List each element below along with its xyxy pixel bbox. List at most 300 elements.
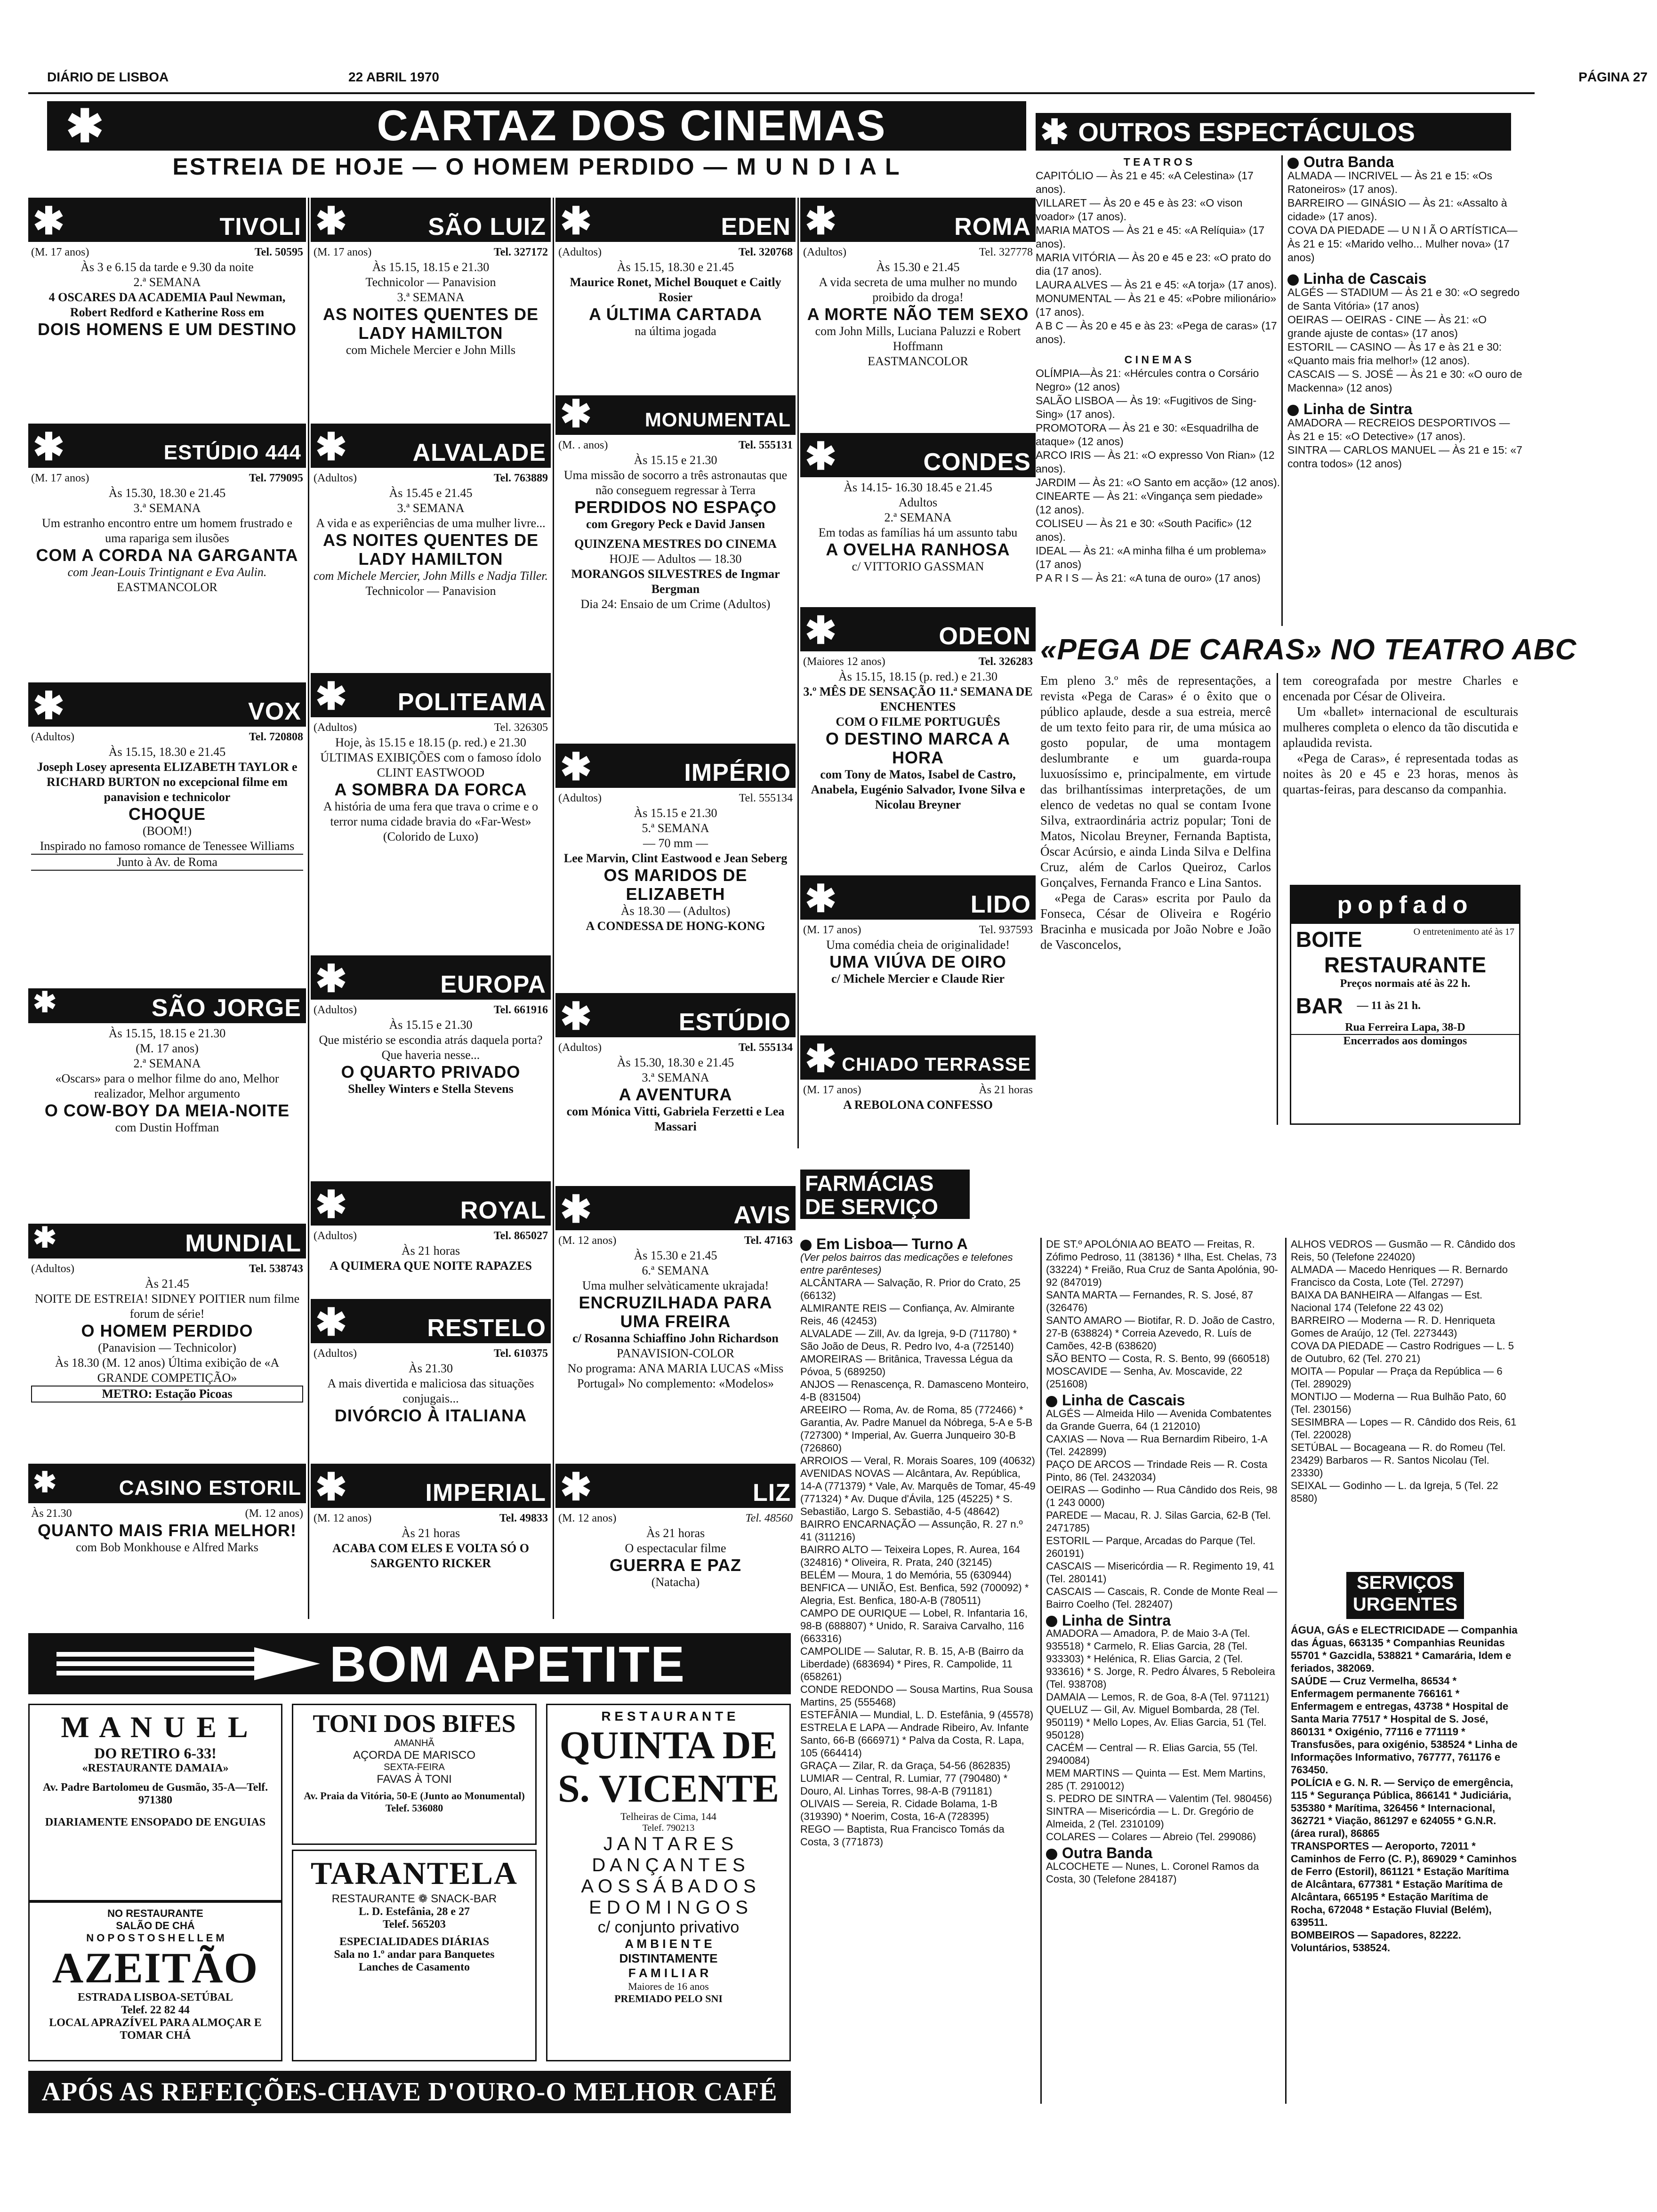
description: Uma mulher selvàticamente ukrajada! — [582, 1279, 769, 1292]
cartaz-subtitle: ESTREIA DE HOJE — O HOMEM PERDIDO — M U N D I A L — [172, 153, 901, 180]
cinema-name: RESTELO — [427, 1314, 546, 1342]
ad-line: «RESTAURANTE DAMAIA» — [82, 1762, 229, 1774]
film-title: O QUARTO PRIVADO — [341, 1062, 521, 1082]
cartaz-title: CARTAZ DOS CINEMAS — [377, 102, 886, 150]
location: Junto à Av. de Roma — [31, 854, 303, 871]
week: 3.ª SEMANA — [397, 290, 465, 304]
cinema-name: EDEN — [721, 213, 791, 240]
list-item: POLÍCIA e G. N. R. — Serviço de emergência, 115 * Segurança Pública, 866141 * Judiciária, 535380 * Marítima, 326456 * Internacional, 362721 * Viação, 861297 e 624055 * G.N.R. (área rural), 86865 — [1291, 1777, 1513, 1839]
newspaper-name: DIÁRIO DE LISBOA — [47, 70, 169, 84]
bullet-icon — [800, 1240, 812, 1251]
ad-line: E D O M I N G O S — [589, 1897, 748, 1918]
list-item: CONDE REDONDO — Sousa Martins, Rua Sousa Martins, 25 (555468) — [800, 1683, 1033, 1708]
cinemas-title: C I N E M A S — [1124, 353, 1192, 366]
list-item: SETÚBAL — Bocageana — R. do Romeu (Tel. 23429) Barbaros — R. Santos Nicolau (Tel. 23330) — [1291, 1442, 1506, 1479]
extra: Às 18.30 — (Adultos) — [620, 904, 731, 918]
phone: Tel. 47163 — [744, 1234, 793, 1247]
list-item: PAÇO DE ARCOS — Trindade Reis — R. Costa Pinto, 86 (Tel. 2432034) — [1046, 1458, 1268, 1483]
ad-name: TONI DOS BIFES — [313, 1709, 516, 1738]
film-title-2: A CONDESSA DE HONG-KONG — [586, 919, 765, 933]
age-rating: (M. 17 anos) — [314, 246, 372, 258]
age-rating: (M. 12 anos) — [245, 1507, 303, 1520]
description: Uma comédia cheia de originalidade! — [826, 938, 1010, 952]
cinema-restelo — [311, 1299, 551, 1468]
bullet-icon — [1046, 1616, 1057, 1627]
article-text: tem coreografada por mestre Charles e encenada por César de Oliveira. — [1283, 673, 1518, 703]
teatro-item: A B C — Às 20 e 45 e às 23: «Pega de caras» (17 anos). — [1036, 320, 1277, 345]
column-rule — [1281, 155, 1283, 626]
list-item: MOSCAVIDE — Senha, Av. Moscavide, 22 (251608) — [1046, 1365, 1242, 1390]
ad-line: L. D. Estefânia, 28 e 27 — [359, 1906, 470, 1918]
ad-line: A M B I E N T E — [625, 1937, 712, 1951]
cinema-mundial — [28, 1224, 306, 1450]
description: Uma missão de socorro a três astronautas que não conseguem regressar à Terra — [563, 468, 788, 497]
list-item: PAREDE — Macau, R. J. Silas Garcia, 62-B (Tel. 2471785) — [1046, 1509, 1271, 1534]
list-item: ALMADA — INCRIVEL — Às 21 e 15: «Os Ratoneiros» (17 anos). — [1287, 169, 1493, 195]
cinema-name: IMPERIAL — [425, 1479, 546, 1507]
process: Technicolor — Panavision — [365, 584, 496, 598]
phone: Tel. 50595 — [254, 246, 303, 258]
film-title: PERDIDOS NO ESPAÇO — [574, 497, 777, 517]
teatro-item: MARIA MATOS — Às 21 e 45: «A Relíquia» (17 anos). — [1036, 224, 1265, 250]
section-title: Linha de Cascais — [1303, 270, 1427, 287]
showtimes: Às 21.30 — [31, 1507, 72, 1520]
list-item: CAMPO DE OURIQUE — Lobel, R. Infantaria 16, 98-B (688807) * Unido, R. Saraiva Carvalho, 116 (663316) — [800, 1607, 1028, 1644]
section-title: Outra Banda — [1062, 1844, 1153, 1862]
list-item: ALVALADE — Zill, Av. da Igreja, 9-D (711780) * São João de Deus, R. Pedro Ivo, 4-a (725140) — [800, 1327, 1017, 1352]
description: NOITE DE ESTREIA! SIDNEY POITIER num filme forum de série! — [34, 1292, 300, 1321]
week: 5.ª SEMANA — [642, 821, 709, 835]
description: Em todas as famílias há um assunto tabu — [818, 526, 1018, 539]
phone: Tel. 937593 — [979, 924, 1033, 936]
list-item: DAMAIA — Lemos, R. de Goa, 8-A (Tel. 971121) — [1046, 1691, 1270, 1703]
film-title: A AVENTURA — [619, 1085, 732, 1104]
list-item: BAIRRO ALTO — Teixeira Lopes, R. Aurea, 164 (324816) * Oliveira, R. Prata, 240 (32145) — [800, 1543, 1021, 1568]
asterisk-icon: ✱ — [560, 1188, 592, 1230]
list-item: OEIRAS — OEIRAS - CINE — Às 21: «O grande ajuste de contas» (17 anos) — [1287, 313, 1487, 339]
asterisk-icon: ✱ — [560, 1466, 592, 1508]
asterisk-icon: ✱ — [805, 609, 837, 651]
cinema-name: ESTÚDIO 444 — [163, 441, 301, 464]
process: EASTMANCOLOR — [117, 580, 217, 594]
ad-name: M A N U E L — [61, 1710, 250, 1744]
asterisk-icon: ✱ — [315, 1184, 347, 1226]
popfado-ad — [1290, 885, 1520, 1125]
phone: Tel. 48560 — [745, 1512, 793, 1524]
list-item: GRAÇA — Zilar, R. da Graça, 54-56 (862835) — [800, 1759, 1011, 1771]
showtimes: Às 3 e 6.15 da tarde e 9.30 da noite — [80, 260, 254, 274]
asterisk-icon: ✱ — [33, 1224, 57, 1253]
age-rating: (M. 17 anos) — [803, 1084, 861, 1096]
week: 6.ª SEMANA — [642, 1264, 709, 1277]
film-title: A SOMBRA DA FORCA — [334, 780, 527, 799]
film-title: A MORTE NÃO TEM SEXO — [807, 305, 1029, 324]
ad-name: QUINTA DE S. VICENTE — [558, 1723, 779, 1811]
age-rating: (Adultos) — [314, 721, 357, 734]
list-item: OEIRAS — Godinho — Rua Cândido dos Reis, 98 (1 243 0000) — [1046, 1483, 1278, 1508]
showtimes: Às 15.15 e 21.30 — [634, 453, 717, 467]
cinema-estudio444 — [28, 424, 306, 682]
teatros-title: T E A T R O S — [1123, 156, 1193, 168]
today: HOJE — Adultos — 18.30 — [609, 552, 742, 566]
list-item: ALHOS VEDROS — Gusmão — R. Cândido dos Reis, 50 (Telefone 224020) — [1291, 1238, 1515, 1263]
cast: com Tony de Matos, Isabel de Castro, Anabela, Eugénio Salvador, Ivone Silva e Nicolau Breyner — [811, 768, 1025, 811]
asterisk-icon: ✱ — [560, 395, 592, 435]
cinema-name: LIDO — [970, 891, 1031, 918]
extra: QUINZENA MESTRES DO CINEMA — [574, 537, 777, 551]
process: EASTMANCOLOR — [868, 354, 968, 368]
asterisk-icon: ✱ — [33, 426, 65, 468]
ad-line: Telef. 22 82 44 — [121, 2004, 190, 2016]
ad-line: NO RESTAURANTE — [107, 1907, 203, 1919]
asterisk-icon: ✱ — [315, 200, 347, 242]
phone: Tel. 326283 — [978, 656, 1033, 668]
description: A vida secreta de uma mulher no mundo proibido da droga! — [819, 275, 1017, 304]
film-title: COM A CORDA NA GARGANTA — [36, 545, 298, 565]
age-rating: (Adultos) — [558, 792, 602, 804]
cinema-royal — [311, 1181, 551, 1299]
page-number: PÁGINA 27 — [1578, 70, 1648, 84]
film-title: CHOQUE — [128, 804, 206, 824]
list-item: SEIXAL — Godinho — L. da Igreja, 5 (Tel. 22 8580) — [1291, 1480, 1498, 1504]
list-item: SAÚDE — Cruz Vermelha, 86534 * Enfermagem permanente 766161 * Enfermagem e entregas, 43738 * Hospital de Santa Maria 77517 * Hospital de S. José, 860131 * Oxigénio, 77116 e 771119 * Transfusões, para oxigénio, 538524 * Linha de Informações Informativo, 767777, 761176 e 763450. — [1291, 1675, 1518, 1776]
film-title: AS NOITES QUENTES DE LADY HAMILTON — [322, 530, 539, 569]
list-item: S. PEDRO DE SINTRA — Valentim (Tel. 980456) — [1046, 1793, 1272, 1805]
note: O entretenimento até às 17 — [1413, 927, 1514, 937]
asterisk-icon: ✱ — [33, 685, 65, 727]
farmacias-col3 — [1291, 1238, 1521, 1567]
cast: com Jean-Louis Trintignant e Eva Aulin. — [67, 565, 267, 579]
asterisk-icon: ✱ — [560, 746, 592, 788]
ad-line: c/ conjunto privativo — [597, 1918, 740, 1936]
film-title: OS MARIDOS DE ELIZABETH — [603, 866, 748, 904]
list-item: ALCOCHETE — Nunes, L. Coronel Ramos da Costa, 30 (Telefone 284187) — [1046, 1860, 1259, 1885]
list-item: CAMPOLIDE — Salutar, R. B. 15, A-B (Bairro da Liberdade) (683694) * Pires, R. Campolide, 11 (658261) — [800, 1645, 1024, 1683]
film-title: AS NOITES QUENTES DE LADY HAMILTON — [322, 305, 539, 343]
cast: c/ Michele Mercier e Claude Rier — [831, 972, 1005, 986]
ad-line: F A M I L I A R — [628, 1966, 709, 1980]
teatros-list — [1036, 169, 1280, 346]
cast: com Michele Mercier, John Mills e Nadja Tiller. — [314, 569, 548, 583]
list-item: ALMADA — Macedo Henriques — R. Bernardo Francisco da Costa, Lote (Tel. 27297) — [1291, 1264, 1508, 1288]
list-item: AMADORA — RECREIOS DESPORTIVOS — Às 21 e 15: «O Detective» (17 anos). — [1287, 417, 1510, 442]
servicos-list — [1291, 1624, 1521, 2104]
article-title: «PEGA DE CARAS» NO TEATRO ABC — [1040, 633, 1577, 666]
age-rating: (M. 12 anos) — [314, 1512, 372, 1524]
chave-douro-banner: APÓS AS REFEIÇÕES-CHAVE D'OURO-O MELHOR CAFÉ — [28, 2071, 791, 2113]
cinema-item: ARCO IRIS — Às 21: «O expresso Von Rian» (12 anos). — [1036, 449, 1275, 475]
list-item: CAXIAS — Nova — Rua Bernardim Ribeiro, 1-A (Tel. 242899) — [1046, 1433, 1267, 1458]
cinema-name: POLITEAMA — [397, 689, 546, 716]
age-rating: Adultos — [898, 496, 938, 509]
ad-line: N O P O S T O S H E L L E M — [86, 1932, 225, 1944]
cinema-monumental — [555, 395, 796, 767]
list-item: SÃO BENTO — Costa, R. S. Bento, 99 (660518) — [1046, 1353, 1270, 1364]
today-film: MORANGOS SILVESTRES de Ingmar Bergman — [571, 567, 780, 596]
asterisk-icon: ✱ — [66, 101, 104, 152]
article-column-1 — [1040, 673, 1271, 1144]
film-subtitle: (BOOM!) — [143, 824, 192, 838]
age-rating: (M. 12 anos) — [558, 1512, 617, 1524]
cinema-condes — [800, 433, 1036, 617]
asterisk-icon: ✱ — [805, 435, 837, 477]
age-rating: (Adultos) — [314, 1347, 357, 1360]
cinema-name: SÃO LUIZ — [428, 213, 546, 240]
week: 3.ª SEMANA — [397, 501, 465, 515]
showtimes: Às 15.15, 18.30 e 21.45 — [617, 260, 734, 274]
description: Lee Marvin, Clint Eastwood e Jean Seberg — [563, 851, 788, 865]
cinema-item: P A R I S — Às 21: «A tuna de ouro» (17 anos) — [1036, 572, 1261, 584]
list-item: ESTRELA E LAPA — Andrade Ribeiro, Av. Infante Santo, 66-B (666971) * Palva da Costa, R. Lapa, 105 (664414) — [800, 1721, 1029, 1759]
phone: Tel. 779095 — [249, 472, 303, 484]
description: O espectacular filme — [625, 1541, 726, 1555]
week: 2.ª SEMANA — [133, 1057, 201, 1070]
cinema-name: MONUMENTAL — [644, 409, 791, 431]
cinema-name: CONDES — [923, 449, 1031, 476]
issue-date: 22 ABRIL 1970 — [348, 70, 439, 84]
cinema-name: ODEON — [939, 623, 1031, 650]
list-item: LUMIAR — Central, R. Lumiar, 77 (790480) * Douro, Al. Linhas Torres, 98-A-B (791181) — [800, 1772, 1008, 1797]
showtimes: Hoje, às 15.15 e 18.15 (p. red.) e 21.30 — [335, 736, 526, 749]
ad-name: TARANTELA — [311, 1855, 518, 1891]
cinema-name: MUNDIAL — [185, 1230, 301, 1257]
restaurante-label: RESTAURANTE — [1324, 953, 1487, 977]
film-title: DIVÓRCIO À ITALIANA — [334, 1406, 527, 1425]
film-title: UMA VIÚVA DE OIRO — [829, 952, 1006, 971]
cinema-name: VOX — [248, 698, 301, 725]
list-item: ANJOS — Renascença, R. Damasceno Monteiro, 4-B (831504) — [800, 1378, 1029, 1403]
phone: Tel. 327172 — [493, 246, 548, 258]
phone: Tel. 555134 — [738, 1042, 793, 1054]
showtimes: Às 15.15 e 21.30 — [634, 806, 717, 820]
teatro-item: LAURA ALVES — Às 21 e 45: «A torja» (17 anos). — [1036, 279, 1277, 291]
showtimes: Às 15.30, 18.30 e 21.45 — [617, 1056, 734, 1069]
showtimes: Às 15.45 e 21.45 — [389, 486, 473, 500]
column-rule — [1040, 1238, 1042, 2104]
age-rating: (M. 12 anos) — [558, 1234, 617, 1247]
ad-line: ESTRADA LISBOA-SETÚBAL — [77, 1991, 233, 2004]
ad-line: Maiores de 16 anos — [628, 1980, 709, 1992]
ad-line: A O S S Á B A D O S — [581, 1876, 756, 1897]
cinema-name: IMPÉRIO — [684, 759, 791, 786]
phone: Tel. 720808 — [249, 731, 303, 743]
asterisk-icon: ✱ — [33, 988, 57, 1018]
bar-hours: — 11 às 21 h. — [1357, 1000, 1421, 1012]
cinema-europa — [311, 955, 551, 1181]
teatros-section — [1036, 155, 1280, 626]
cinema-odeon — [800, 607, 1036, 875]
ad-line: Lanches de Casamento — [358, 1961, 470, 1973]
cinema-saoluiz — [311, 198, 551, 424]
age-rating: (M. 17 anos) — [803, 924, 861, 936]
asterisk-icon: ✱ — [560, 995, 592, 1037]
phone: Tel. 327778 — [979, 246, 1033, 258]
age-rating: (Adultos) — [31, 731, 74, 743]
ad-line: Telef. 536080 — [385, 1802, 443, 1814]
asterisk-icon: ✱ — [315, 958, 347, 1000]
age-rating: (Adultos) — [314, 472, 357, 484]
ad-line: SEXTA-FEIRA — [384, 1762, 445, 1772]
cinema-name: CHIADO TERRASSE — [842, 1054, 1031, 1075]
farmacias-col2 — [1046, 1238, 1281, 2104]
age-rating: (Adultos) — [314, 1004, 357, 1016]
ad-name: AZEITÃO — [52, 1944, 259, 1992]
list-item: ARROIOS — Veral, R. Morais Soares, 109 (40632) — [800, 1454, 1035, 1467]
ad-line: ESPECIALIDADES DIÁRIAS — [339, 1936, 490, 1948]
showtimes: Às 21 horas — [401, 1244, 460, 1258]
bullet-icon — [1287, 274, 1299, 286]
closed-note: Encerrados aos domingos — [1343, 1035, 1467, 1047]
asterisk-icon: ✱ — [805, 878, 837, 920]
list-item: CACÉM — Central — R. Elias Garcia, 55 (Tel. 2940084) — [1046, 1742, 1258, 1767]
farmacias-lisboa — [800, 1238, 1036, 2104]
list-item: ALCÂNTARA — Salvação, R. Prior do Crato, 25 (66132) — [800, 1276, 1021, 1301]
column-rule — [1277, 673, 1278, 1125]
description: 4 OSCARES DA ACADEMIA Paul Newman, Robert Redford e Katherine Ross em — [48, 290, 286, 319]
phone: Tel. 538743 — [249, 1263, 303, 1275]
page-header — [28, 70, 1648, 93]
cinema-name: LIZ — [753, 1479, 791, 1507]
film-title: ENCRUZILHADA PARA UMA FREIRA — [579, 1293, 772, 1331]
bullet-icon — [1046, 1849, 1057, 1860]
ad-line: DISTINTAMENTE — [619, 1951, 718, 1965]
process: Technicolor — Panavision — [365, 275, 496, 289]
list-item: SANTO AMARO — Biotifar, R. D. João de Castro, 27-B (638824) * Correia Azevedo, R. Luís de Camões, 42-B (638620) — [1046, 1314, 1275, 1352]
cinema-name: ALVALADE — [412, 439, 546, 466]
cinema-name: EUROPA — [440, 971, 546, 998]
bullet-icon — [1046, 1396, 1057, 1407]
list-item: REGO — Baptista, Rua Francisco Tomás da Costa, 3 (771873) — [800, 1823, 1005, 1848]
showtimes: Às 15.15, 18.15 (p. red.) e 21.30 — [838, 670, 997, 683]
list-item: BAIXA DA BANHEIRA — Alfangas — Est. Nacional 174 (Telefone 22 43 02) — [1291, 1289, 1483, 1314]
bom-apetite-banner — [28, 1633, 791, 1694]
age-rating: (Adultos) — [558, 1042, 602, 1054]
tarantela-ad — [292, 1850, 537, 2061]
prices: Preços normais até às 22 h. — [1340, 978, 1471, 990]
note: No programa: ANA MARIA LUCAS «Miss Portugal» No complemento: «Modelos» — [567, 1362, 784, 1390]
age-rating: (M. 17 anos) — [136, 1042, 199, 1055]
film-title: QUANTO MAIS FRIA MELHOR! — [38, 1521, 297, 1540]
cast: com Gregory Peck e David Jansen — [586, 517, 765, 531]
cinema-item: IDEAL — Às 21: «A minha filha é um problema» (17 anos) — [1036, 545, 1267, 570]
list-item: SINTRA — CARLOS MANUEL — Às 21 e 15: «7 contra todos» (12 anos) — [1287, 444, 1522, 470]
cinema-avis — [555, 1186, 796, 1454]
outros-banner — [1036, 113, 1511, 151]
film-title: A ÚLTIMA CARTADA — [589, 305, 762, 324]
film-title: DOIS HOMENS E UM DESTINO — [37, 320, 297, 339]
cinema-item: JARDIM — Às 21: «O Santo em acção» (12 anos). — [1036, 476, 1280, 489]
list-item: DE ST.º APOLÓNIA AO BEATO — Freitas, R. Zófimo Pedroso, 11 (38136) * Ilha, Est. Chelas, 73 (33224) * Freião, Rua Cruz de Santa Apolónia, 90-92 (847019) — [1046, 1238, 1278, 1288]
phone: Tel. 661916 — [493, 1004, 548, 1016]
ad-line: D A N Ç A N T E S — [592, 1855, 745, 1875]
cast: com Dustin Hoffman — [115, 1121, 219, 1134]
cinema-name: ROMA — [954, 213, 1031, 240]
showtimes: Às 15.15, 18.30 e 21.45 — [108, 745, 226, 759]
article-text: Em pleno 3.º mês de representações, a revista «Pega de Caras» é o êxito que o público aplaude, desde a sua estreia, mercê de um texto feito para rir, de uma música ao gosto popular, de uma montagem deslumbrante e um guarda-roupa luxuosíssimo e, principalmente, em virtude das brilhantíssimas interpretações, de um elenco de vedetas no qual se contam Ivone Silva, extraordinária actriz popular; Toni de Matos, Nicolau Breyner, Fernanda Baptista, Óscar Acúrsio, e ainda Linda Silva e Delfina Cruz, além de Carlos Queiroz, Carlos Gonçalves, Fernanda Franco e Lina Santos. — [1040, 673, 1271, 890]
age-rating: (Adultos) — [803, 246, 846, 258]
list-item: CASCAIS — Cascais, R. Conde de Monte Real — Bairro Coelho (Tel. 282407) — [1046, 1585, 1278, 1610]
list-item: BOMBEIROS — Sapadores, 82222. Voluntários, 538524. — [1291, 1929, 1461, 1954]
list-item: COVA DA PIEDADE — U N I Ã O ARTÍSTICA—Às 21 e 15: «Marido velho... Mulher nova» (17 anos) — [1287, 224, 1518, 264]
age-rating: (Adultos) — [314, 1230, 357, 1242]
list-item: ALGÉS — Almeida Hilo — Avenida Combatentes da Grande Guerra, 64 (1 212010) — [1046, 1407, 1271, 1432]
cinema-item: COLISEU — Às 21 e 30: «South Pacific» (12 anos). — [1036, 517, 1252, 543]
cinema-item: PROMOTORA — Às 21 e 30: «Esquadrilha de ataque» (12 anos) — [1036, 422, 1259, 448]
list-item: BAIRRO ENCARNAÇÃO — Assunção, R. 27 n.º 41 (311216) — [800, 1518, 1023, 1543]
age-rating: (Adultos) — [31, 1263, 74, 1275]
ad-line: Telef. 565203 — [383, 1918, 446, 1931]
cast: Shelley Winters e Stella Stevens — [348, 1082, 514, 1096]
showtimes: Às 15.15, 18.15 e 21.30 — [108, 1026, 226, 1040]
film-title: A QUIMERA QUE NOITE RAPAZES — [329, 1259, 532, 1273]
list-item: CASCAIS — Misericórdia — R. Regimento 19, 41 (Tel. 280141) — [1046, 1560, 1275, 1585]
cinema-item: SALÃO LISBOA — Às 19: «Fugitivos de Sing-Sing» (17 anos). — [1036, 394, 1257, 420]
process: (Panavision — Technicolor) — [98, 1341, 236, 1354]
list-item: SESIMBRA — Lopes — R. Cândido dos Reis, 61 (Tel. 220028) — [1291, 1416, 1517, 1441]
ad-line: FAVAS À TONI — [377, 1773, 452, 1786]
list-item: ALMIRANTE REIS — Confiança, Av. Almirante Reis, 46 (42453) — [800, 1302, 1015, 1327]
age-rating: (M. . anos) — [558, 439, 608, 451]
address: Rua Ferreira Lapa, 38-D — [1291, 1021, 1519, 1035]
cinema-lido — [800, 875, 1036, 1040]
servicos-title: SERVIÇOS URGENTES — [1346, 1572, 1464, 1619]
asterisk-icon: ✱ — [315, 675, 347, 717]
phone: Tel. 555134 — [739, 792, 793, 804]
ad-line: LOCAL APRAZÍVEL PARA ALMOÇAR E TOMAR CHÁ — [49, 2017, 262, 2042]
list-item: ESTORIL — Parque, Arcadas do Parque (Tel. 260191) — [1046, 1534, 1256, 1559]
asterisk-icon: ✱ — [33, 200, 65, 242]
film-title: O DESTINO MARCA A HORA — [825, 729, 1011, 767]
ad-line: Av. Padre Bartolomeu de Gusmão, 35-A—Telf. 971380 — [42, 1781, 268, 1806]
list-item: MEM MARTINS — Quinta — Est. Mem Martins, 285 (T. 2910012) — [1046, 1767, 1266, 1792]
phone: Tel. 326305 — [494, 721, 548, 734]
ad-line: Telheiras de Cima, 144 — [620, 1811, 716, 1822]
column-rule — [797, 198, 799, 1148]
ad-line: AMANHÃ — [394, 1738, 434, 1748]
list-item: COVA DA PIEDADE — Castro Rodrigues — L. 5 de Outubro, 62 (Tel. 270 21) — [1291, 1340, 1514, 1364]
ad-line: Av. Praia da Vitória, 50-E (Junto ao Monumental) — [304, 1790, 525, 1802]
showtimes: Às 15.30 e 21.45 — [876, 260, 960, 274]
week: 3.ª SEMANA — [642, 1071, 709, 1084]
upcoming: Dia 24: Ensaio de um Crime (Adultos) — [580, 597, 771, 611]
article-text: Um «ballet» internacional de esculturais mulheres completa o elenco da tão discutida e aplaudida revista. — [1283, 705, 1518, 750]
cartaz-banner — [47, 101, 1026, 151]
showtimes: Às 21 horas — [646, 1526, 705, 1540]
list-item: CASCAIS — S. JOSÉ — Às 21 e 30: «O ouro de Mackenna» (12 anos) — [1287, 368, 1522, 394]
manuel-ad — [28, 1704, 282, 1901]
week: 3.ª SEMANA — [133, 501, 201, 515]
list-item: MONTIJO — Moderna — Rua Bulhão Pato, 60 (Tel. 230156) — [1291, 1391, 1506, 1415]
week: 3.º MÊS DE SENSAÇÃO 11.ª SEMANA DE ENCHENTES — [803, 685, 1033, 713]
showtimes: Às 15.15 e 21.30 — [389, 1018, 473, 1032]
list-item: AVENIDAS NOVAS — Alcântara, Av. República, 14-A (771379) * Vale, Av. Marquês de Tomar, 45-49 (771324) * Av. Duque d'Ávila, 125 (45225) * S. Sebastião, Largo S. Sebastião, 4-5 (48642) — [800, 1467, 1036, 1517]
showtimes: Às 21.30 — [409, 1362, 453, 1375]
cinema-name: SÃO JORGE — [151, 994, 301, 1022]
film-subtitle: (Natacha) — [651, 1575, 700, 1589]
toni-ad — [292, 1704, 537, 1845]
film-title: O COW-BOY DA MEIA-NOITE — [44, 1101, 290, 1120]
phone: Tel. 555131 — [738, 439, 793, 451]
teatro-item: MARIA VITÓRIA — Às 20 e 45 e 23: «O prato do dia (17 anos). — [1036, 251, 1271, 277]
film-title: ACABA COM ELES E VOLTA SÓ O SARGENTO RICKER — [332, 1541, 529, 1570]
cinema-name: AVIS — [733, 1202, 791, 1229]
article-text: «Pega de Caras» escrita por Paulo da Fonseca, César de Oliveira e Rogério Bracinha e musicada por João Nobre e João de Vasconcelos, — [1040, 891, 1271, 952]
age-rating: (M. 17 anos) — [31, 246, 89, 258]
list-item: ESTORIL — CASINO — Às 17 e às 21 e 30: «Quanto mais fria melhor!» (12 anos). — [1287, 341, 1502, 367]
asterisk-icon: ✱ — [1040, 113, 1069, 151]
section-title: Linha de Sintra — [1062, 1611, 1171, 1629]
cast: com Bob Monkhouse e Alfred Marks — [76, 1540, 258, 1554]
